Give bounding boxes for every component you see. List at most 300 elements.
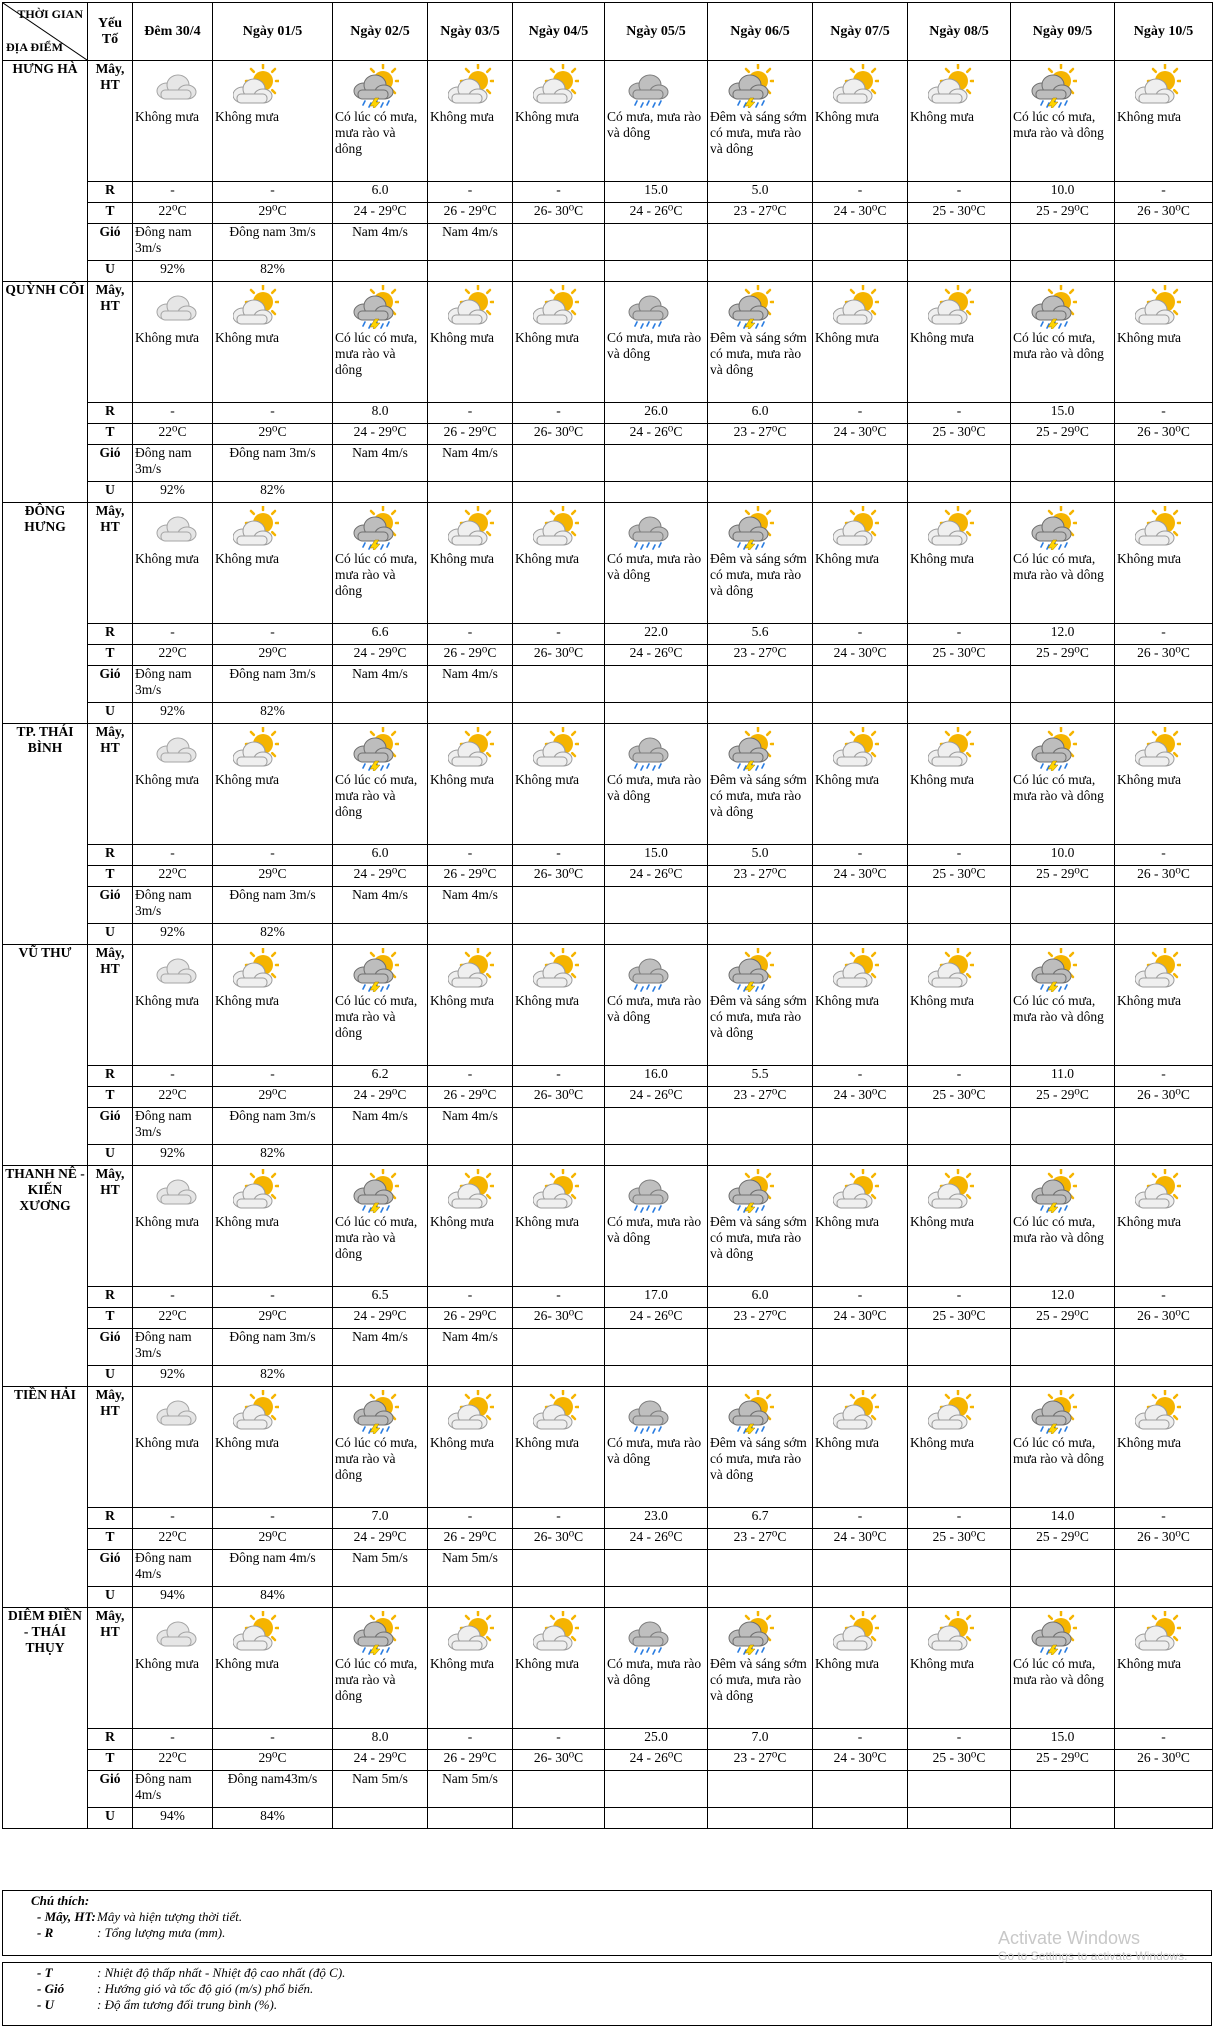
temperature-cell: 26- 30⁰C (513, 1529, 605, 1550)
wind-cell (1011, 666, 1115, 703)
date-header: Ngày 06/5 (708, 3, 813, 61)
wind-cell: Nam 4m/s (428, 887, 513, 924)
humidity-cell (333, 703, 428, 724)
partly-sunny-icon (833, 727, 879, 771)
temperature-cell: 25 - 29⁰C (1011, 424, 1115, 445)
temperature-cell: 29⁰C (213, 1308, 333, 1329)
temperature-cell: 26 - 29⁰C (428, 203, 513, 224)
temperature-cell: 25 - 30⁰C (908, 203, 1011, 224)
cloud-icon (153, 948, 199, 992)
wind-cell: Đông nam 3m/s (133, 1329, 213, 1366)
temperature-row (3, 203, 1213, 224)
weather-text: Không mưa (910, 109, 974, 124)
wind-cell (908, 1108, 1011, 1145)
humidity-cell: 84% (213, 1587, 333, 1608)
wind-cell (908, 1550, 1011, 1587)
factor-label: Mây, HT (88, 1387, 133, 1508)
rain-cell: 11.0 (1011, 1066, 1115, 1087)
partly-sunny-icon (448, 1390, 494, 1434)
temperature-cell: 23 - 27⁰C (708, 424, 813, 445)
weather-cell (605, 945, 708, 1066)
wind-cell: Đông nam 3m/s (133, 224, 213, 261)
temperature-cell: 23 - 27⁰C (708, 1308, 813, 1329)
humidity-cell (428, 1587, 513, 1608)
factor-label: Gió (88, 1329, 133, 1366)
weather-text: Có lúc có mưa, mưa rào và dông (1013, 1656, 1104, 1687)
weather-cell (1115, 724, 1213, 845)
weather-text: Không mưa (815, 109, 879, 124)
wind-cell: Nam 4m/s (428, 1108, 513, 1145)
wind-row (3, 1771, 1213, 1808)
weather-cell (1011, 724, 1115, 845)
weather-row (3, 1166, 1213, 1287)
temperature-cell: 29⁰C (213, 1750, 333, 1771)
factor-label: T (88, 645, 133, 666)
legend-box (2, 1890, 1212, 1956)
weather-text: Có lúc có mưa, mưa rào và dông (335, 1435, 418, 1482)
weather-text: Có mưa, mưa rào và dông (607, 330, 702, 361)
factor-label: R (88, 845, 133, 866)
weather-text: Không mưa (1117, 1214, 1181, 1229)
weather-cell (213, 503, 333, 624)
humidity-cell (708, 924, 813, 945)
humidity-cell: 82% (213, 1145, 333, 1166)
cloud-icon (153, 1169, 199, 1213)
weather-cell (513, 503, 605, 624)
humidity-cell (1115, 1145, 1213, 1166)
temperature-cell: 24 - 29⁰C (333, 1087, 428, 1108)
wind-cell: Nam 4m/s (333, 887, 428, 924)
thunderstorm-rain-icon (728, 1611, 774, 1655)
temperature-cell: 24 - 30⁰C (813, 424, 908, 445)
wind-row (3, 224, 1213, 261)
weather-cell (333, 724, 428, 845)
rain-cell: 5.5 (708, 1066, 813, 1087)
temperature-cell: 23 - 27⁰C (708, 1087, 813, 1108)
wind-cell (908, 1329, 1011, 1366)
temperature-cell: 26 - 30⁰C (1115, 1529, 1213, 1550)
rain-cell: - (213, 1287, 333, 1308)
rain-cell: - (428, 403, 513, 424)
location-name: TIỀN HẢI (3, 1387, 88, 1608)
date-header: Ngày 03/5 (428, 3, 513, 61)
weather-text: Không mưa (430, 551, 494, 566)
rain-row (3, 1066, 1213, 1087)
humidity-cell (1115, 703, 1213, 724)
weather-text: Không mưa (215, 993, 279, 1008)
weather-cell (908, 503, 1011, 624)
weather-text: Không mưa (515, 1435, 579, 1450)
weather-row (3, 1387, 1213, 1508)
weather-cell (908, 724, 1011, 845)
humidity-cell (813, 1366, 908, 1387)
rain-shower-icon (625, 64, 671, 108)
temperature-cell: 23 - 27⁰C (708, 866, 813, 887)
wind-cell: Nam 4m/s (428, 1329, 513, 1366)
cloud-icon (153, 64, 199, 108)
temperature-cell: 26 - 30⁰C (1115, 1750, 1213, 1771)
weather-text: Không mưa (135, 551, 199, 566)
weather-text: Đêm và sáng sớm có mưa, mưa rào và dông (710, 993, 807, 1040)
temperature-cell: 26- 30⁰C (513, 424, 605, 445)
rain-cell: 15.0 (605, 182, 708, 203)
rain-cell: - (813, 845, 908, 866)
rain-cell: - (1115, 624, 1213, 645)
weather-text: Không mưa (515, 1656, 579, 1671)
weather-cell (605, 1608, 708, 1729)
weather-cell (213, 1608, 333, 1729)
humidity-row (3, 1587, 1213, 1608)
weather-text: Không mưa (815, 993, 879, 1008)
humidity-cell (428, 1145, 513, 1166)
partly-sunny-icon (448, 948, 494, 992)
weather-text: Không mưa (515, 772, 579, 787)
temperature-cell: 24 - 30⁰C (813, 866, 908, 887)
factor-label: T (88, 1529, 133, 1550)
humidity-cell (708, 261, 813, 282)
rain-cell: 12.0 (1011, 624, 1115, 645)
factor-label: Gió (88, 666, 133, 703)
factor-label: U (88, 1808, 133, 1829)
weather-text: Không mưa (910, 993, 974, 1008)
wind-cell (605, 1550, 708, 1587)
temperature-cell: 24 - 26⁰C (605, 1750, 708, 1771)
rain-cell: 5.0 (708, 845, 813, 866)
weather-cell (605, 1166, 708, 1287)
humidity-cell: 82% (213, 482, 333, 503)
wind-cell: Đông nam 3m/s (133, 445, 213, 482)
temperature-cell: 26- 30⁰C (513, 866, 605, 887)
weather-cell (908, 1166, 1011, 1287)
time-label: THỜI GIAN (17, 7, 83, 21)
weather-text: Không mưa (910, 551, 974, 566)
humidity-cell (908, 1145, 1011, 1166)
rain-cell: - (1115, 182, 1213, 203)
weather-text: Không mưa (215, 330, 279, 345)
temperature-cell: 22⁰C (133, 1308, 213, 1329)
humidity-cell (908, 703, 1011, 724)
temperature-cell: 25 - 29⁰C (1011, 1308, 1115, 1329)
legend-box-2 (2, 1962, 1212, 2026)
thunderstorm-rain-icon (1031, 1611, 1077, 1655)
humidity-cell (1011, 1808, 1115, 1829)
weather-cell (333, 503, 428, 624)
temperature-cell: 25 - 30⁰C (908, 645, 1011, 666)
location-name: HƯNG HÀ (3, 61, 88, 282)
weather-text: Không mưa (135, 1214, 199, 1229)
rain-cell: 5.6 (708, 624, 813, 645)
humidity-cell (333, 482, 428, 503)
weather-text: Có lúc có mưa, mưa rào và dông (1013, 1435, 1104, 1466)
rain-cell: - (513, 1508, 605, 1529)
humidity-row (3, 482, 1213, 503)
rain-cell: - (513, 845, 605, 866)
humidity-cell (708, 1145, 813, 1166)
wind-cell (1011, 887, 1115, 924)
weather-row (3, 1608, 1213, 1729)
wind-cell (605, 887, 708, 924)
humidity-cell (908, 261, 1011, 282)
partly-sunny-icon (928, 727, 974, 771)
temperature-cell: 26 - 29⁰C (428, 645, 513, 666)
wind-cell: Đông nam43m/s (213, 1771, 333, 1808)
weather-cell (213, 1387, 333, 1508)
temperature-cell: 23 - 27⁰C (708, 645, 813, 666)
rain-cell: 8.0 (333, 1729, 428, 1750)
temperature-cell: 24 - 29⁰C (333, 1529, 428, 1550)
weather-text: Không mưa (815, 330, 879, 345)
temperature-row (3, 1529, 1213, 1550)
location-name: VŨ THƯ (3, 945, 88, 1166)
weather-cell (333, 61, 428, 182)
weather-row (3, 724, 1213, 845)
weather-text: Có mưa, mưa rào và dông (607, 551, 702, 582)
factor-label: U (88, 703, 133, 724)
date-header: Ngày 10/5 (1115, 3, 1213, 61)
weather-text: Có lúc có mưa, mưa rào và dông (335, 993, 418, 1040)
rain-row (3, 845, 1213, 866)
factor-label: R (88, 624, 133, 645)
weather-cell (708, 282, 813, 403)
humidity-cell: 92% (133, 482, 213, 503)
wind-cell (1115, 445, 1213, 482)
weather-cell (813, 1166, 908, 1287)
weather-cell (133, 61, 213, 182)
weather-text: Đêm và sáng sớm có mưa, mưa rào và dông (710, 551, 807, 598)
humidity-cell (1011, 924, 1115, 945)
rain-cell: 6.6 (333, 624, 428, 645)
weather-cell (213, 61, 333, 182)
factor-label: Gió (88, 1550, 133, 1587)
temperature-cell: 24 - 26⁰C (605, 1529, 708, 1550)
weather-cell (428, 724, 513, 845)
weather-cell (213, 282, 333, 403)
temperature-cell: 24 - 26⁰C (605, 1308, 708, 1329)
wind-cell (1011, 224, 1115, 261)
temperature-cell: 23 - 27⁰C (708, 203, 813, 224)
location-name: QUỲNH CÔI (3, 282, 88, 503)
wind-cell: Nam 4m/s (333, 445, 428, 482)
partly-sunny-icon (833, 1390, 879, 1434)
factor-label: T (88, 424, 133, 445)
wind-cell (513, 1550, 605, 1587)
factor-label: U (88, 261, 133, 282)
wind-cell (513, 445, 605, 482)
rain-cell: - (133, 624, 213, 645)
humidity-row (3, 924, 1213, 945)
humidity-cell (908, 1587, 1011, 1608)
partly-sunny-icon (233, 1169, 279, 1213)
humidity-cell (333, 1366, 428, 1387)
rain-cell: - (813, 1729, 908, 1750)
date-header: Ngày 07/5 (813, 3, 908, 61)
factor-label: Gió (88, 887, 133, 924)
weather-text: Có lúc có mưa, mưa rào và dông (335, 551, 418, 598)
rain-cell: 6.7 (708, 1508, 813, 1529)
wind-row (3, 887, 1213, 924)
partly-sunny-icon (833, 506, 879, 550)
rain-row (3, 1508, 1213, 1529)
weather-cell (1115, 61, 1213, 182)
wind-cell (813, 1771, 908, 1808)
rain-cell: - (813, 1287, 908, 1308)
rain-cell: - (133, 845, 213, 866)
rain-cell: 10.0 (1011, 182, 1115, 203)
thunderstorm-rain-icon (1031, 64, 1077, 108)
temperature-row (3, 1087, 1213, 1108)
factor-label: Mây, HT (88, 724, 133, 845)
humidity-cell (1011, 703, 1115, 724)
thunderstorm-rain-icon (728, 727, 774, 771)
activation-watermark: Activate Windows Go to Settings to activate Windows. (998, 1928, 1188, 1963)
wind-row (3, 1329, 1213, 1366)
rain-cell: - (908, 1729, 1011, 1750)
weather-text: Có lúc có mưa, mưa rào và dông (1013, 993, 1104, 1024)
weather-cell (908, 282, 1011, 403)
rain-cell: - (1115, 1287, 1213, 1308)
weather-cell (513, 1387, 605, 1508)
rain-cell: - (513, 403, 605, 424)
temperature-cell: 23 - 27⁰C (708, 1529, 813, 1550)
weather-cell (133, 1608, 213, 1729)
partly-sunny-icon (448, 727, 494, 771)
legend-item: - T : Nhiệt độ thấp nhất - Nhiệt độ cao nhất (độ C). (37, 1965, 346, 1980)
rain-row (3, 1729, 1213, 1750)
temperature-row (3, 866, 1213, 887)
wind-cell (813, 887, 908, 924)
temperature-cell: 26 - 30⁰C (1115, 866, 1213, 887)
factor-label: T (88, 1087, 133, 1108)
temperature-cell: 29⁰C (213, 424, 333, 445)
factor-label: Mây, HT (88, 1608, 133, 1729)
date-header: Ngày 08/5 (908, 3, 1011, 61)
humidity-cell (513, 1808, 605, 1829)
weather-text: Không mưa (1117, 1435, 1181, 1450)
factor-label: R (88, 1729, 133, 1750)
temperature-cell: 24 - 29⁰C (333, 203, 428, 224)
location-label: ĐỊA ĐIỂM (6, 40, 64, 54)
temperature-cell: 26 - 29⁰C (428, 1750, 513, 1771)
wind-cell: Đông nam 3m/s (213, 445, 333, 482)
weather-cell (605, 503, 708, 624)
weather-cell (605, 61, 708, 182)
wind-cell (1115, 1108, 1213, 1145)
partly-sunny-icon (533, 948, 579, 992)
rain-shower-icon (625, 1611, 671, 1655)
weather-text: Có lúc có mưa, mưa rào và dông (335, 1214, 418, 1261)
legend-item: - U : Độ ẩm tương đối trung bình (%). (37, 1997, 278, 2012)
weather-cell (213, 724, 333, 845)
wind-cell (1011, 1771, 1115, 1808)
humidity-cell (708, 1587, 813, 1608)
temperature-cell: 26 - 29⁰C (428, 1308, 513, 1329)
partly-sunny-icon (1135, 948, 1181, 992)
rain-cell: - (428, 1287, 513, 1308)
humidity-cell (333, 1587, 428, 1608)
humidity-cell (1011, 1145, 1115, 1166)
wind-cell (605, 224, 708, 261)
factor-label: R (88, 1066, 133, 1087)
humidity-cell (908, 482, 1011, 503)
weather-cell (428, 61, 513, 182)
wind-cell (908, 224, 1011, 261)
weather-cell (708, 503, 813, 624)
rain-cell: 5.0 (708, 182, 813, 203)
wind-cell (605, 1771, 708, 1808)
weather-cell (908, 1608, 1011, 1729)
humidity-cell (428, 261, 513, 282)
humidity-cell: 82% (213, 703, 333, 724)
temperature-cell: 22⁰C (133, 1750, 213, 1771)
weather-text: Không mưa (815, 772, 879, 787)
wind-cell (708, 887, 813, 924)
temperature-cell: 24 - 26⁰C (605, 424, 708, 445)
rain-cell: 25.0 (605, 1729, 708, 1750)
rain-cell: - (513, 1729, 605, 1750)
rain-cell: - (133, 1508, 213, 1529)
weather-cell (1011, 503, 1115, 624)
factor-label: U (88, 924, 133, 945)
rain-cell: - (1115, 1508, 1213, 1529)
rain-shower-icon (625, 1169, 671, 1213)
humidity-cell: 92% (133, 1366, 213, 1387)
date-header: Ngày 02/5 (333, 3, 428, 61)
weather-text: Không mưa (910, 1214, 974, 1229)
humidity-cell (333, 1808, 428, 1829)
weather-row (3, 282, 1213, 403)
forecast-table (2, 2, 1213, 1829)
weather-cell (1011, 1166, 1115, 1287)
thunderstorm-rain-icon (353, 727, 399, 771)
partly-sunny-icon (833, 285, 879, 329)
rain-cell: 16.0 (605, 1066, 708, 1087)
weather-cell (213, 1166, 333, 1287)
rain-cell: 17.0 (605, 1287, 708, 1308)
rain-cell: - (213, 403, 333, 424)
weather-cell (605, 282, 708, 403)
thunderstorm-rain-icon (353, 506, 399, 550)
weather-text: Có mưa, mưa rào và dông (607, 109, 702, 140)
wind-cell: Nam 4m/s (333, 224, 428, 261)
weather-text: Có lúc có mưa, mưa rào và dông (1013, 109, 1104, 140)
wind-row (3, 1550, 1213, 1587)
weather-text: Không mưa (135, 109, 199, 124)
wind-cell (1115, 1329, 1213, 1366)
wind-cell (513, 666, 605, 703)
weather-text: Có mưa, mưa rào và dông (607, 1656, 702, 1687)
thunderstorm-rain-icon (728, 506, 774, 550)
weather-row (3, 61, 1213, 182)
temperature-cell: 25 - 29⁰C (1011, 645, 1115, 666)
weather-text: Không mưa (515, 1214, 579, 1229)
wind-cell (1115, 1550, 1213, 1587)
rain-shower-icon (625, 285, 671, 329)
weather-text: Không mưa (430, 1435, 494, 1450)
humidity-cell (813, 1587, 908, 1608)
temperature-cell: 24 - 29⁰C (333, 424, 428, 445)
wind-row (3, 1108, 1213, 1145)
weather-cell (428, 503, 513, 624)
weather-cell (813, 1608, 908, 1729)
partly-sunny-icon (448, 1611, 494, 1655)
weather-text: Không mưa (815, 1656, 879, 1671)
weather-text: Không mưa (430, 1214, 494, 1229)
weather-cell (513, 1166, 605, 1287)
partly-sunny-icon (448, 64, 494, 108)
weather-cell (133, 945, 213, 1066)
temperature-cell: 26- 30⁰C (513, 645, 605, 666)
humidity-cell (1115, 482, 1213, 503)
